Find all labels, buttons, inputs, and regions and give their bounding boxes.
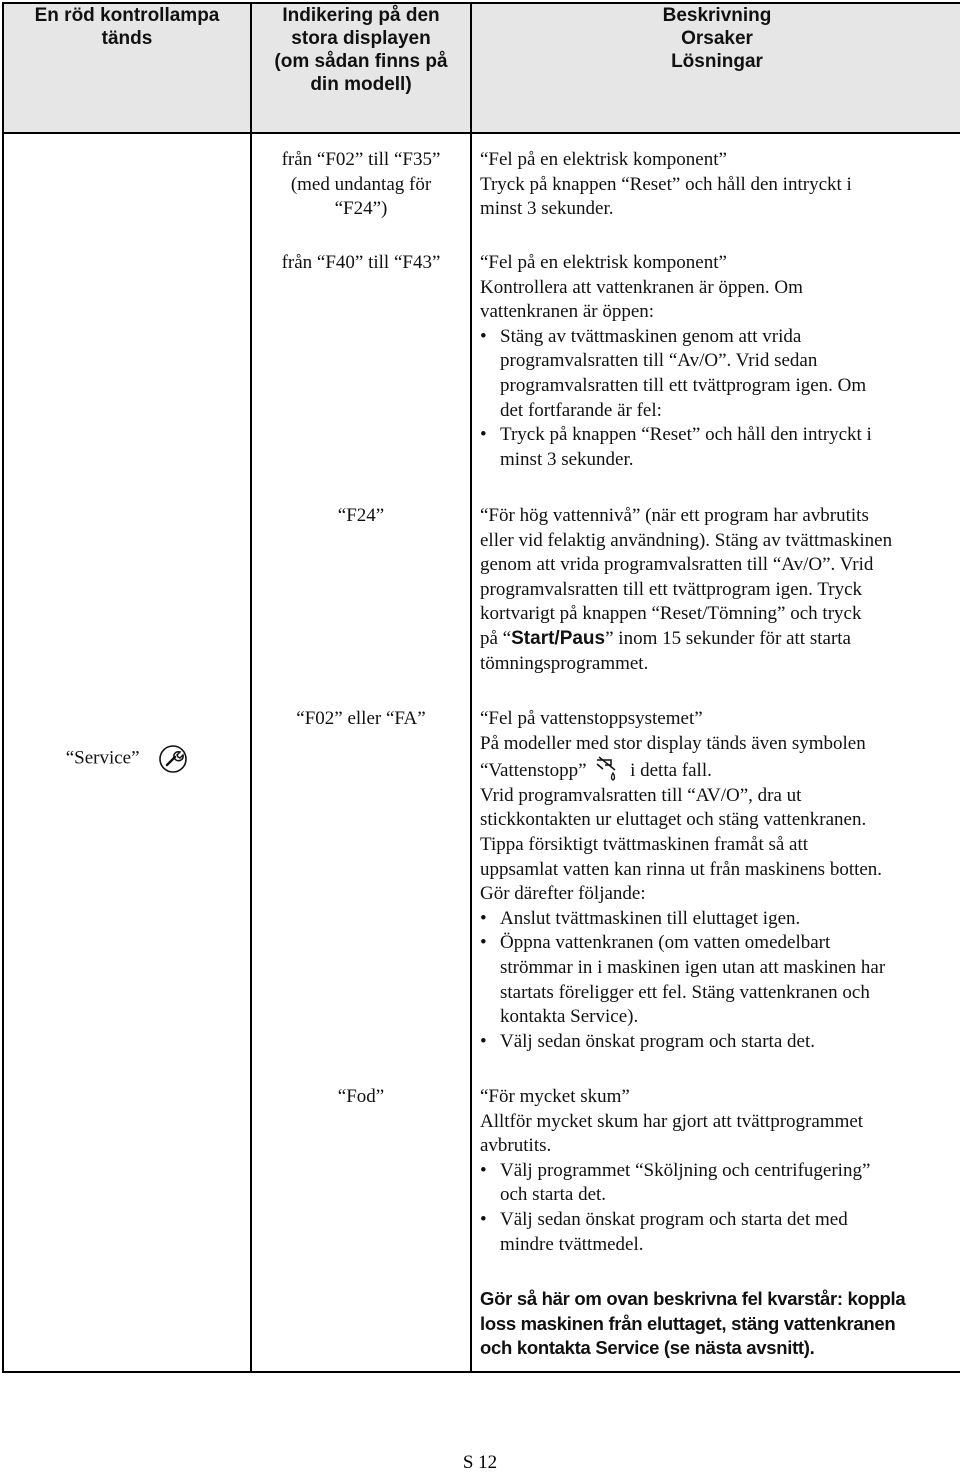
description-4 xyxy=(480,707,950,1054)
lamp-cell xyxy=(3,133,251,1372)
page-number: S 12 xyxy=(462,1452,498,1473)
desc-line: “För mycket skum” xyxy=(480,1086,630,1107)
desc-line: Gör därefter följande: xyxy=(480,883,646,905)
desc-line: “Fel på en elektrisk komponent” xyxy=(480,252,727,273)
code-text: från “F02” till “F35” xyxy=(281,149,441,170)
desc-fragment: i detta fall. xyxy=(630,760,712,782)
service-label: “Service” xyxy=(65,747,140,769)
code-text: “F24”) xyxy=(334,198,388,220)
header-text: Beskrivning xyxy=(662,5,772,26)
bullet-dot: • xyxy=(480,325,487,347)
bullet-text: Välj programmet “Sköljning och centrifugering” xyxy=(500,1159,871,1181)
code-text: från “F40” till “F43” xyxy=(281,252,441,273)
bullet-item xyxy=(480,423,950,472)
desc-line xyxy=(480,756,950,784)
service-lamp xyxy=(4,744,250,774)
desc-line: kortvarigt på knappen “Reset/Tömning” och tryck xyxy=(480,603,862,625)
header-text: (om sådan finns på xyxy=(274,51,448,72)
desc-line: På modeller med stor display tänds även symbolen xyxy=(480,732,866,754)
bullet-text: Stäng av tvättmaskinen genom att vrida xyxy=(500,325,802,347)
final-note xyxy=(480,1287,950,1361)
water-stop-icon xyxy=(595,756,621,782)
desc-bullets xyxy=(480,1159,950,1257)
code-group-1 xyxy=(252,148,470,222)
note-line: loss maskinen från eluttaget, stäng vattenkranen xyxy=(480,1312,896,1334)
desc-line: Vrid programvalsratten till “AV/O”, dra ut xyxy=(480,784,802,806)
header-text: tänds xyxy=(101,28,153,49)
troubleshooting-table xyxy=(2,2,960,1373)
bullet-text: Välj sedan önskat program och starta det med xyxy=(500,1208,848,1230)
header-display xyxy=(251,3,471,133)
description-2 xyxy=(480,251,950,472)
desc-line: Alltför mycket skum har gjort att tvättprogrammet xyxy=(480,1110,864,1132)
bullet-dot: • xyxy=(480,1159,487,1181)
bullet-item xyxy=(480,325,950,423)
desc-fragment: ” inom 15 sekunder för att starta xyxy=(605,627,851,649)
wrench-service-icon xyxy=(158,744,188,774)
bullet-text: Välj sedan önskat program och starta det. xyxy=(500,1030,815,1052)
desc-fragment: på “ xyxy=(480,627,512,649)
bullet-dot: • xyxy=(480,907,487,929)
description-5 xyxy=(480,1085,950,1257)
bullet-item xyxy=(480,1030,950,1055)
code-text: “F24” xyxy=(337,505,385,526)
description-3 xyxy=(480,504,950,676)
bullet-dot: • xyxy=(480,932,487,954)
bullet-text: mindre tvättmedel. xyxy=(500,1233,644,1255)
start-pause-label: Start/Paus xyxy=(511,627,606,649)
desc-line: avbrutits. xyxy=(480,1135,552,1157)
code-group-3 xyxy=(252,504,470,529)
desc-bullets xyxy=(480,325,950,473)
desc-fragment: “Vattenstopp” xyxy=(480,760,587,782)
desc-line: tömningsprogrammet. xyxy=(480,652,649,674)
bullet-text: kontakta Service). xyxy=(500,1006,639,1028)
code-text: “Fod” xyxy=(337,1086,385,1107)
bullet-text: Öppna vattenkranen (om vatten omedelbart xyxy=(500,932,831,954)
desc-line: Tryck på knappen “Reset” och håll den intryckt i xyxy=(480,173,852,195)
bullet-item xyxy=(480,1159,950,1208)
bullet-text: programvalsratten till “Av/O”. Vrid sedan xyxy=(500,350,818,372)
description-1 xyxy=(480,148,950,222)
bullet-dot: • xyxy=(480,1030,487,1052)
description-cell xyxy=(471,133,960,1372)
desc-line: eller vid felaktig användning). Stäng av tvättmaskinen xyxy=(480,529,893,551)
desc-line: minst 3 sekunder. xyxy=(480,198,614,220)
desc-line: Tippa försiktigt tvättmaskinen framåt så att xyxy=(480,833,809,855)
header-lamp xyxy=(3,3,251,133)
bullet-item xyxy=(480,907,950,932)
desc-line: stickkontakten ur eluttaget och stäng vattenkranen. xyxy=(480,809,867,831)
bullet-text: programvalsratten till ett tvättprogram igen. Om xyxy=(500,374,867,396)
desc-line: uppsamlat vatten kan rinna ut från maskinens botten. xyxy=(480,858,883,880)
desc-line: programvalsratten till ett tvättprogram igen. Tryck xyxy=(480,578,863,600)
bullet-item xyxy=(480,1208,950,1257)
bullet-text: och starta det. xyxy=(500,1184,607,1206)
desc-line xyxy=(480,627,950,652)
bullet-text: Tryck på knappen “Reset” och håll den intryckt i xyxy=(500,424,872,446)
header-text: Indikering på den xyxy=(282,5,440,26)
bullet-text: Anslut tvättmaskinen till eluttaget igen. xyxy=(500,907,801,929)
desc-bullets xyxy=(480,907,950,1055)
desc-line: “Fel på vattenstoppsystemet” xyxy=(480,708,703,729)
header-text: din modell) xyxy=(310,74,412,95)
bullet-text: startats föreligger ett fel. Stäng vattenkranen och xyxy=(500,981,870,1003)
bullet-dot: • xyxy=(480,1208,487,1230)
header-text: stora displayen xyxy=(291,28,431,49)
desc-line: vattenkranen är öppen: xyxy=(480,301,655,323)
bullet-item xyxy=(480,931,950,1029)
code-group-5 xyxy=(252,1085,470,1110)
header-description xyxy=(471,3,960,133)
code-group-2 xyxy=(252,251,470,276)
header-text: En röd kontrollampa xyxy=(34,5,220,26)
body-row xyxy=(3,133,960,1372)
desc-line: genom att vrida programvalsratten till “Av/O”. Vrid xyxy=(480,554,874,576)
desc-line: Kontrollera att vattenkranen är öppen. Om xyxy=(480,276,803,298)
display-cell xyxy=(251,133,471,1372)
desc-line: “För hög vattennivå” (när ett program har avbrutits xyxy=(480,505,869,526)
desc-line: “Fel på en elektrisk komponent” xyxy=(480,149,727,170)
bullet-text: minst 3 sekunder. xyxy=(500,448,634,470)
code-group-4 xyxy=(252,707,470,732)
code-text: (med undantag för xyxy=(290,173,432,195)
header-text: Lösningar xyxy=(671,51,763,72)
bullet-dot: • xyxy=(480,424,487,446)
note-line: och kontakta Service (se nästa avsnitt). xyxy=(480,1337,815,1358)
header-row xyxy=(3,3,960,133)
note-line: Gör så här om ovan beskrivna fel kvarstår: koppla xyxy=(480,1288,906,1309)
header-text: Orsaker xyxy=(681,28,753,49)
code-text: “F02” eller “FA” xyxy=(296,708,426,729)
bullet-text: det fortfarande är fel: xyxy=(500,399,662,421)
bullet-text: strömmar in i maskinen igen utan att maskinen har xyxy=(500,956,886,978)
